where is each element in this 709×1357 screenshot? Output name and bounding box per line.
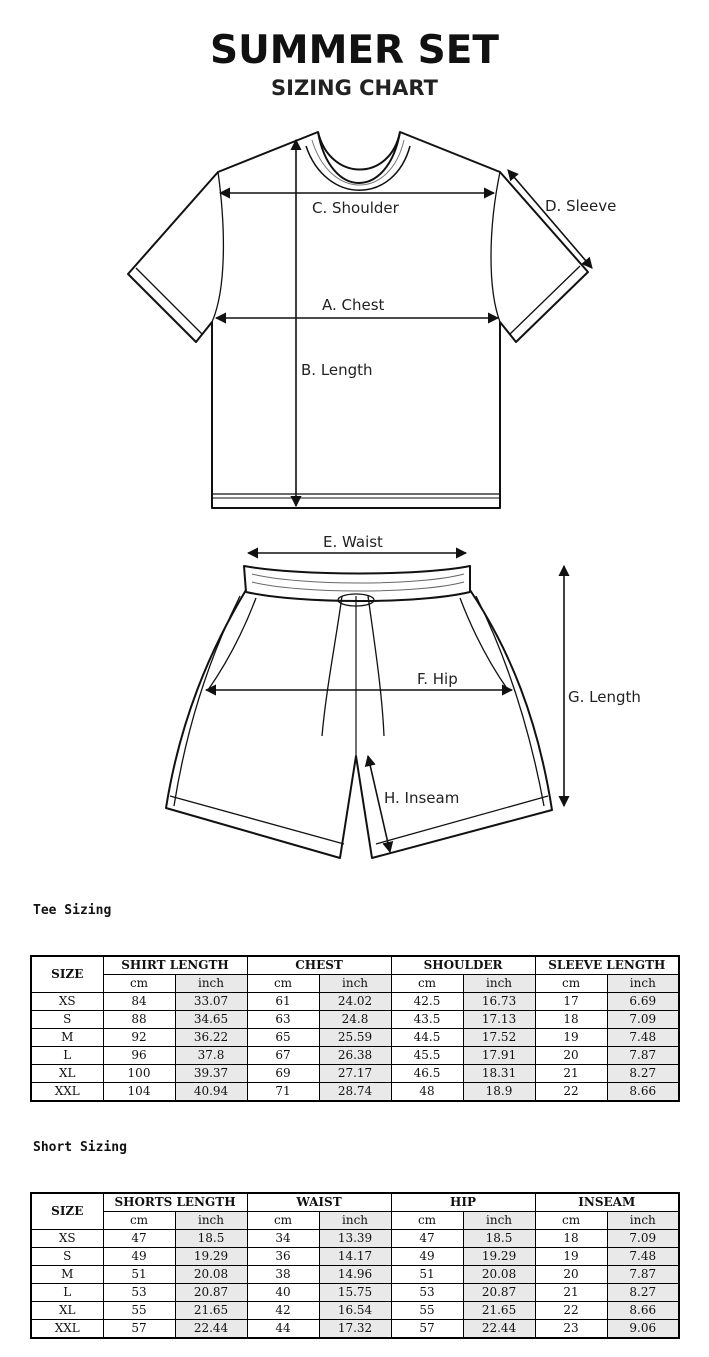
value-cell: 45.5 xyxy=(391,1047,463,1065)
value-cell: 36.22 xyxy=(175,1029,247,1047)
unit-cell: inch xyxy=(175,975,247,993)
value-cell: 20 xyxy=(535,1047,607,1065)
waist-label: E. Waist xyxy=(323,533,383,551)
table-group-header-row xyxy=(31,1193,679,1212)
value-cell: 20 xyxy=(535,1266,607,1284)
table-row xyxy=(31,1047,679,1065)
value-cell: 26.38 xyxy=(319,1047,391,1065)
value-cell: 18.31 xyxy=(463,1065,535,1083)
group-header: SHIRT LENGTH xyxy=(103,956,247,975)
shorts-sizing-title: Short Sizing xyxy=(33,1140,127,1155)
value-cell: 34.65 xyxy=(175,1011,247,1029)
table-row xyxy=(31,1248,679,1266)
value-cell: 53 xyxy=(391,1284,463,1302)
value-cell: 22 xyxy=(535,1302,607,1320)
value-cell: 24.8 xyxy=(319,1011,391,1029)
unit-cell: inch xyxy=(319,1212,391,1230)
value-cell: 27.17 xyxy=(319,1065,391,1083)
value-cell: 51 xyxy=(103,1266,175,1284)
value-cell: 18 xyxy=(535,1230,607,1248)
unit-cell: cm xyxy=(535,975,607,993)
page-subtitle: SIZING CHART xyxy=(271,76,438,100)
value-cell: 92 xyxy=(103,1029,175,1047)
value-cell: 16.73 xyxy=(463,993,535,1011)
table-row xyxy=(31,1320,679,1339)
value-cell: 55 xyxy=(103,1302,175,1320)
value-cell: 88 xyxy=(103,1011,175,1029)
value-cell: 49 xyxy=(103,1248,175,1266)
shorts-table-body xyxy=(31,1230,679,1339)
value-cell: 20.87 xyxy=(463,1284,535,1302)
value-cell: 7.87 xyxy=(607,1266,679,1284)
size-header: SIZE xyxy=(31,1193,103,1230)
value-cell: 19 xyxy=(535,1029,607,1047)
value-cell: 20.08 xyxy=(175,1266,247,1284)
hip-label: F. Hip xyxy=(417,670,458,688)
table-row xyxy=(31,1029,679,1047)
size-cell: XXL xyxy=(31,1083,103,1102)
unit-cell: cm xyxy=(535,1212,607,1230)
unit-cell: inch xyxy=(463,1212,535,1230)
value-cell: 20.08 xyxy=(463,1266,535,1284)
value-cell: 21 xyxy=(535,1065,607,1083)
value-cell: 18 xyxy=(535,1011,607,1029)
value-cell: 18.9 xyxy=(463,1083,535,1102)
unit-cell: cm xyxy=(391,1212,463,1230)
size-cell: S xyxy=(31,1248,103,1266)
value-cell: 22.44 xyxy=(463,1320,535,1339)
size-cell: XXL xyxy=(31,1320,103,1339)
value-cell: 55 xyxy=(391,1302,463,1320)
value-cell: 84 xyxy=(103,993,175,1011)
group-header: CHEST xyxy=(247,956,391,975)
value-cell: 39.37 xyxy=(175,1065,247,1083)
value-cell: 61 xyxy=(247,993,319,1011)
table-row xyxy=(31,993,679,1011)
size-cell: M xyxy=(31,1266,103,1284)
unit-cell: cm xyxy=(103,1212,175,1230)
sleeve-label: D. Sleeve xyxy=(545,197,617,215)
value-cell: 8.27 xyxy=(607,1065,679,1083)
value-cell: 63 xyxy=(247,1011,319,1029)
value-cell: 53 xyxy=(103,1284,175,1302)
value-cell: 69 xyxy=(247,1065,319,1083)
tee-sizing-title: Tee Sizing xyxy=(33,903,112,918)
value-cell: 46.5 xyxy=(391,1065,463,1083)
group-header: SLEEVE LENGTH xyxy=(535,956,679,975)
size-cell: XS xyxy=(31,1230,103,1248)
size-cell: L xyxy=(31,1047,103,1065)
value-cell: 19.29 xyxy=(175,1248,247,1266)
value-cell: 47 xyxy=(103,1230,175,1248)
value-cell: 24.02 xyxy=(319,993,391,1011)
value-cell: 44 xyxy=(247,1320,319,1339)
value-cell: 17.13 xyxy=(463,1011,535,1029)
unit-cell: inch xyxy=(319,975,391,993)
unit-cell: cm xyxy=(247,975,319,993)
value-cell: 96 xyxy=(103,1047,175,1065)
value-cell: 7.09 xyxy=(607,1230,679,1248)
value-cell: 7.48 xyxy=(607,1029,679,1047)
tee-illustration xyxy=(128,132,588,508)
value-cell: 15.75 xyxy=(319,1284,391,1302)
size-cell: XS xyxy=(31,993,103,1011)
size-cell: L xyxy=(31,1284,103,1302)
value-cell: 22 xyxy=(535,1083,607,1102)
value-cell: 104 xyxy=(103,1083,175,1102)
size-cell: S xyxy=(31,1011,103,1029)
value-cell: 44.5 xyxy=(391,1029,463,1047)
value-cell: 25.59 xyxy=(319,1029,391,1047)
unit-cell: cm xyxy=(103,975,175,993)
table-row xyxy=(31,1065,679,1083)
inseam-label: H. Inseam xyxy=(384,789,460,807)
unit-cell: cm xyxy=(247,1212,319,1230)
group-header: INSEAM xyxy=(535,1193,679,1212)
table-row xyxy=(31,1083,679,1102)
tee-sizing-table xyxy=(30,955,680,1102)
unit-cell: cm xyxy=(391,975,463,993)
value-cell: 49 xyxy=(391,1248,463,1266)
value-cell: 51 xyxy=(391,1266,463,1284)
value-cell: 13.39 xyxy=(319,1230,391,1248)
value-cell: 43.5 xyxy=(391,1011,463,1029)
value-cell: 8.27 xyxy=(607,1284,679,1302)
value-cell: 65 xyxy=(247,1029,319,1047)
value-cell: 18.5 xyxy=(175,1230,247,1248)
value-cell: 48 xyxy=(391,1083,463,1102)
value-cell: 6.69 xyxy=(607,993,679,1011)
value-cell: 47 xyxy=(391,1230,463,1248)
value-cell: 7.09 xyxy=(607,1011,679,1029)
unit-cell: inch xyxy=(607,1212,679,1230)
unit-cell: inch xyxy=(175,1212,247,1230)
value-cell: 42.5 xyxy=(391,993,463,1011)
value-cell: 18.5 xyxy=(463,1230,535,1248)
value-cell: 21.65 xyxy=(463,1302,535,1320)
value-cell: 17.52 xyxy=(463,1029,535,1047)
table-unit-row xyxy=(31,975,679,993)
shorts-sizing-table xyxy=(30,1192,680,1339)
value-cell: 71 xyxy=(247,1083,319,1102)
size-header: SIZE xyxy=(31,956,103,993)
table-row xyxy=(31,1011,679,1029)
value-cell: 37.8 xyxy=(175,1047,247,1065)
value-cell: 20.87 xyxy=(175,1284,247,1302)
value-cell: 36 xyxy=(247,1248,319,1266)
table-row xyxy=(31,1230,679,1248)
unit-cell: inch xyxy=(607,975,679,993)
shorts-illustration xyxy=(166,566,552,858)
group-header: SHOULDER xyxy=(391,956,535,975)
value-cell: 21 xyxy=(535,1284,607,1302)
value-cell: 19 xyxy=(535,1248,607,1266)
value-cell: 22.44 xyxy=(175,1320,247,1339)
shorts-length-label: G. Length xyxy=(568,688,641,706)
value-cell: 57 xyxy=(391,1320,463,1339)
value-cell: 33.07 xyxy=(175,993,247,1011)
chest-label: A. Chest xyxy=(322,296,385,314)
value-cell: 38 xyxy=(247,1266,319,1284)
value-cell: 42 xyxy=(247,1302,319,1320)
value-cell: 17.32 xyxy=(319,1320,391,1339)
table-row xyxy=(31,1266,679,1284)
value-cell: 40 xyxy=(247,1284,319,1302)
page-title: SUMMER SET xyxy=(210,28,499,73)
table-row xyxy=(31,1284,679,1302)
group-header: HIP xyxy=(391,1193,535,1212)
value-cell: 21.65 xyxy=(175,1302,247,1320)
table-group-header-row xyxy=(31,956,679,975)
value-cell: 57 xyxy=(103,1320,175,1339)
value-cell: 17.91 xyxy=(463,1047,535,1065)
group-header: SHORTS LENGTH xyxy=(103,1193,247,1212)
value-cell: 9.06 xyxy=(607,1320,679,1339)
shoulder-label: C. Shoulder xyxy=(312,199,399,217)
value-cell: 17 xyxy=(535,993,607,1011)
value-cell: 7.48 xyxy=(607,1248,679,1266)
value-cell: 100 xyxy=(103,1065,175,1083)
tee-table-body xyxy=(31,993,679,1102)
value-cell: 8.66 xyxy=(607,1302,679,1320)
value-cell: 16.54 xyxy=(319,1302,391,1320)
table-unit-row xyxy=(31,1212,679,1230)
value-cell: 14.17 xyxy=(319,1248,391,1266)
value-cell: 34 xyxy=(247,1230,319,1248)
value-cell: 28.74 xyxy=(319,1083,391,1102)
tee-length-label: B. Length xyxy=(301,361,373,379)
value-cell: 7.87 xyxy=(607,1047,679,1065)
value-cell: 40.94 xyxy=(175,1083,247,1102)
value-cell: 67 xyxy=(247,1047,319,1065)
size-cell: XL xyxy=(31,1302,103,1320)
value-cell: 14.96 xyxy=(319,1266,391,1284)
value-cell: 19.29 xyxy=(463,1248,535,1266)
value-cell: 23 xyxy=(535,1320,607,1339)
size-cell: M xyxy=(31,1029,103,1047)
value-cell: 8.66 xyxy=(607,1083,679,1102)
group-header: WAIST xyxy=(247,1193,391,1212)
unit-cell: inch xyxy=(463,975,535,993)
size-cell: XL xyxy=(31,1065,103,1083)
table-row xyxy=(31,1302,679,1320)
